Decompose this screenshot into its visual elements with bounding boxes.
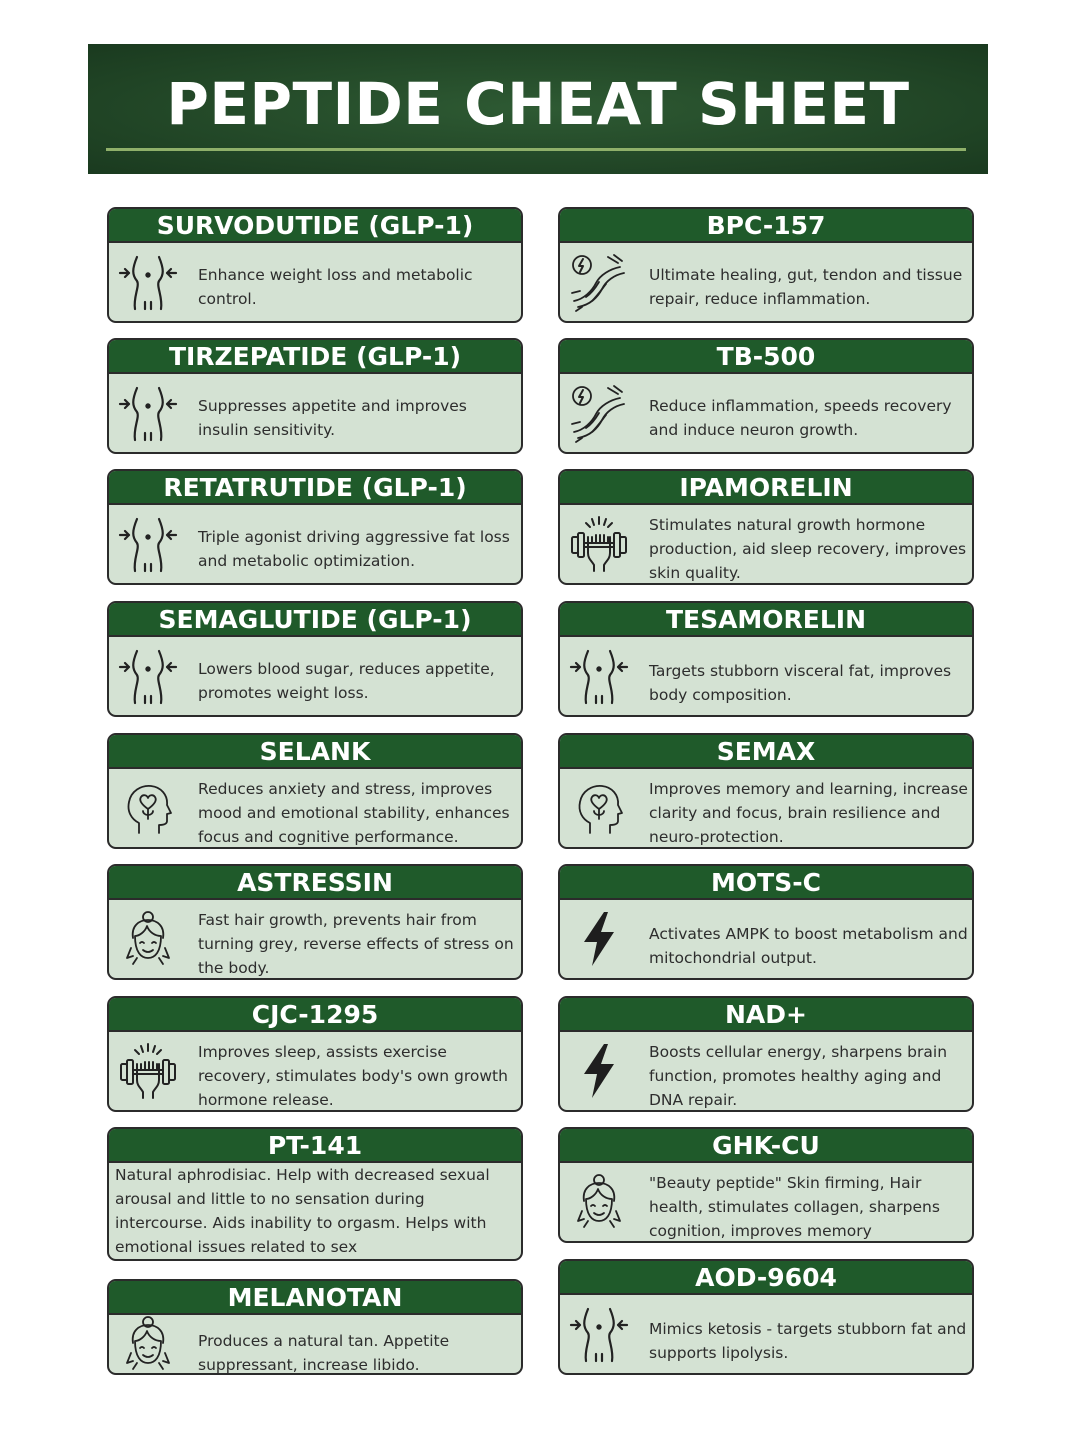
muscle-bolt-icon: [568, 251, 630, 313]
card-nad: [558, 996, 974, 1112]
card-tesamorelin: [558, 601, 974, 717]
waist-icon: [117, 382, 179, 444]
card-title: SURVODUTIDE (GLP-1): [109, 209, 521, 243]
card-selank: [107, 733, 523, 849]
card-ipamorelin: [558, 469, 974, 585]
card-retatrutide-glp-1: [107, 469, 523, 585]
head-heart-icon: [117, 777, 179, 839]
card-body: [109, 637, 521, 715]
card-body: [560, 374, 972, 452]
head-heart-icon: [568, 777, 630, 839]
card-title: SEMAX: [560, 735, 972, 769]
waist-icon: [117, 513, 179, 575]
face-hair-icon: [117, 908, 179, 970]
card-aod-9604: [558, 1259, 974, 1375]
card-description: Triple agonist driving aggressive fat loss and metabolic optimization.: [198, 528, 510, 570]
card-description: Reduce inflammation, speeds recovery and induce neuron growth.: [649, 397, 952, 439]
waist-icon: [117, 645, 179, 707]
card-body: [109, 769, 521, 847]
card-ghk-cu: [558, 1127, 974, 1243]
card-body: [109, 900, 521, 978]
waist-icon: [568, 645, 630, 707]
dumbbell-hand-icon: [568, 513, 630, 575]
lightning-icon: [568, 1040, 630, 1102]
card-description: Targets stubborn visceral fat, improves body composition.: [649, 662, 952, 704]
card-body: [560, 505, 972, 583]
card-title: TB-500: [560, 340, 972, 374]
card-description: Suppresses appetite and improves insulin sensitivity.: [198, 397, 467, 439]
card-title: RETATRUTIDE (GLP-1): [109, 471, 521, 505]
card-melanotan: [107, 1279, 523, 1375]
waist-icon: [568, 1303, 630, 1365]
card-title: MOTS-C: [560, 866, 972, 900]
card-cjc-1295: [107, 996, 523, 1112]
muscle-bolt-icon: [568, 382, 630, 444]
card-tirzepatide-glp-1: [107, 338, 523, 454]
card-title: AOD-9604: [560, 1261, 972, 1295]
card-title: PT-141: [109, 1129, 521, 1163]
card-title: SEMAGLUTIDE (GLP-1): [109, 603, 521, 637]
card-astressin: [107, 864, 523, 980]
card-body: [109, 1315, 521, 1373]
card-title: IPAMORELIN: [560, 471, 972, 505]
card-body: [560, 1163, 972, 1241]
card-body: [560, 1295, 972, 1373]
card-description: Improves memory and learning, increase clarity and focus, brain resilience and neuro-protection.: [649, 780, 968, 846]
card-body: [560, 637, 972, 715]
card-title: CJC-1295: [109, 998, 521, 1032]
lightning-icon: [568, 908, 630, 970]
face-hair-icon: [117, 1313, 179, 1375]
card-body: [109, 243, 521, 321]
card-title: NAD+: [560, 998, 972, 1032]
card-body: [109, 1163, 521, 1259]
card-description: Lowers blood sugar, reduces appetite, promotes weight loss.: [198, 660, 495, 702]
card-description: Stimulates natural growth hormone production, aid sleep recovery, improves skin quality.: [649, 516, 967, 582]
card-description: Ultimate healing, gut, tendon and tissue repair, reduce inflammation.: [649, 266, 963, 308]
card-title: SELANK: [109, 735, 521, 769]
card-survodutide-glp-1: [107, 207, 523, 323]
title-underline: [106, 148, 966, 151]
card-description: Produces a natural tan. Appetite suppressant, increase libido.: [198, 1332, 450, 1374]
card-title: MELANOTAN: [109, 1281, 521, 1315]
card-title: GHK-CU: [560, 1129, 972, 1163]
card-body: [109, 1032, 521, 1110]
card-body: [560, 243, 972, 321]
card-body: [560, 1032, 972, 1110]
card-description: Improves sleep, assists exercise recovery, stimulates body's own growth hormone release.: [198, 1043, 508, 1109]
card-title: BPC-157: [560, 209, 972, 243]
waist-icon: [117, 251, 179, 313]
card-description: Boosts cellular energy, sharpens brain function, promotes healthy aging and DNA repair.: [649, 1043, 948, 1109]
card-description: Enhance weight loss and metabolic control.: [198, 266, 473, 308]
card-body: [560, 900, 972, 978]
card-body: [560, 769, 972, 847]
card-description: Mimics ketosis - targets stubborn fat and supports lipolysis.: [649, 1320, 967, 1362]
card-tb-500: [558, 338, 974, 454]
card-semax: [558, 733, 974, 849]
card-description: Reduces anxiety and stress, improves mood and emotional stability, enhances focus and cognitive performance.: [198, 780, 510, 846]
card-description: Fast hair growth, prevents hair from turning grey, reverse effects of stress on the body.: [198, 911, 514, 977]
card-semaglutide-glp-1: [107, 601, 523, 717]
card-title: TESAMORELIN: [560, 603, 972, 637]
card-description: Natural aphrodisiac. Help with decreased sexual arousal and little to no sensation during intercourse. Aids inability to orgasm. Helps with emotional issues related to sex: [115, 1166, 490, 1256]
face-hair-icon: [568, 1171, 630, 1233]
card-title: ASTRESSIN: [109, 866, 521, 900]
card-description: Activates AMPK to boost metabolism and mitochondrial output.: [649, 925, 968, 967]
card-mots-c: [558, 864, 974, 980]
card-body: [109, 505, 521, 583]
card-pt-141: [107, 1127, 523, 1261]
card-body: [109, 374, 521, 452]
dumbbell-hand-icon: [117, 1040, 179, 1102]
card-description: "Beauty peptide" Skin firming, Hair health, stimulates collagen, sharpens cognition, improves memory: [649, 1174, 940, 1240]
card-bpc-157: [558, 207, 974, 323]
card-title: TIRZEPATIDE (GLP-1): [109, 340, 521, 374]
page-title: PEPTIDE CHEAT SHEET: [166, 70, 910, 138]
